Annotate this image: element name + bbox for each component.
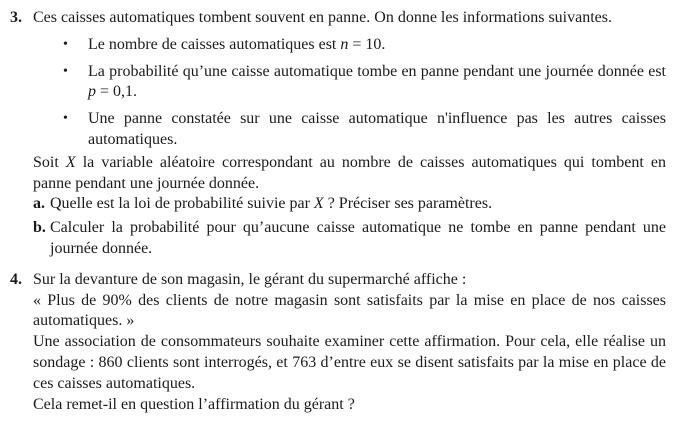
exercise-3-body [33,8,666,260]
bullet-item-independence [33,109,666,151]
question-a [33,194,666,215]
math-var-X: X [65,153,76,171]
question-b-label: b. [33,219,46,237]
bullet-item-p [33,62,666,104]
bullet-text-n: Le nombre de caisses automatiques est n = 10. [88,35,386,53]
exercise-4-quote: « Plus de 90% des clients de notre magasin sont satisfaits par la mise en place de nos caisses automatiques. » [33,291,666,330]
math-var-p: p [88,83,96,101]
bullet-icon: • [63,111,68,127]
question-a-text: Quelle est la loi de probabilité suivie par X ? Préciser ses paramètres. [50,195,493,213]
bullet-text-p: La probabilité qu’une caisse automatique tombe en panne pendant une journée donnée est p = 0,1. [88,62,666,101]
exercise-3-conclusion: Soit X la variable aléatoire correspondant au nombre de caisses automatiques qui tombent en panne pendant une journée donnée. [33,153,666,192]
question-b [33,218,666,260]
question-a-label: a. [33,195,45,213]
bullet-item-n [33,35,666,56]
exercise-3 [10,8,666,260]
exercise-4-body [33,270,666,416]
math-var-n: n [340,35,349,53]
bullet-text-independence: Une panne constatée sur une caisse automatique n'influence pas les autres caisses automatiques. [88,110,666,148]
exercise-3-number: 3. [10,9,22,26]
question-b-text: Calculer la probabilité pour qu’aucune caisse automatique ne tombe en panne pendant une journée donnée. [50,219,666,257]
bullet-icon: • [63,63,68,79]
exercise-3-intro: Ces caisses automatiques tombent souvent en panne. On donne les informations suivantes. [33,9,612,26]
math-var-X: X [313,195,324,213]
exercise-4-number: 4. [10,270,22,288]
exercise-4-statement: Sur la devanture de son magasin, le gérant du supermarché affiche : [33,270,467,288]
exercise-4-survey: Une association de consommateurs souhaite examiner cette affirmation. Pour cela, elle réalise un sondage : 860 clients sont interrogés, et 763 d’entre eux se disent satisfaits par la mise en place de ces caisses automatiques. [33,333,666,392]
exercise-4 [10,270,666,416]
bullet-icon: • [63,36,68,52]
bullet-list [33,35,666,151]
exercise-4-question: Cela remet-il en question l’affirmation du gérant ? [33,395,355,413]
